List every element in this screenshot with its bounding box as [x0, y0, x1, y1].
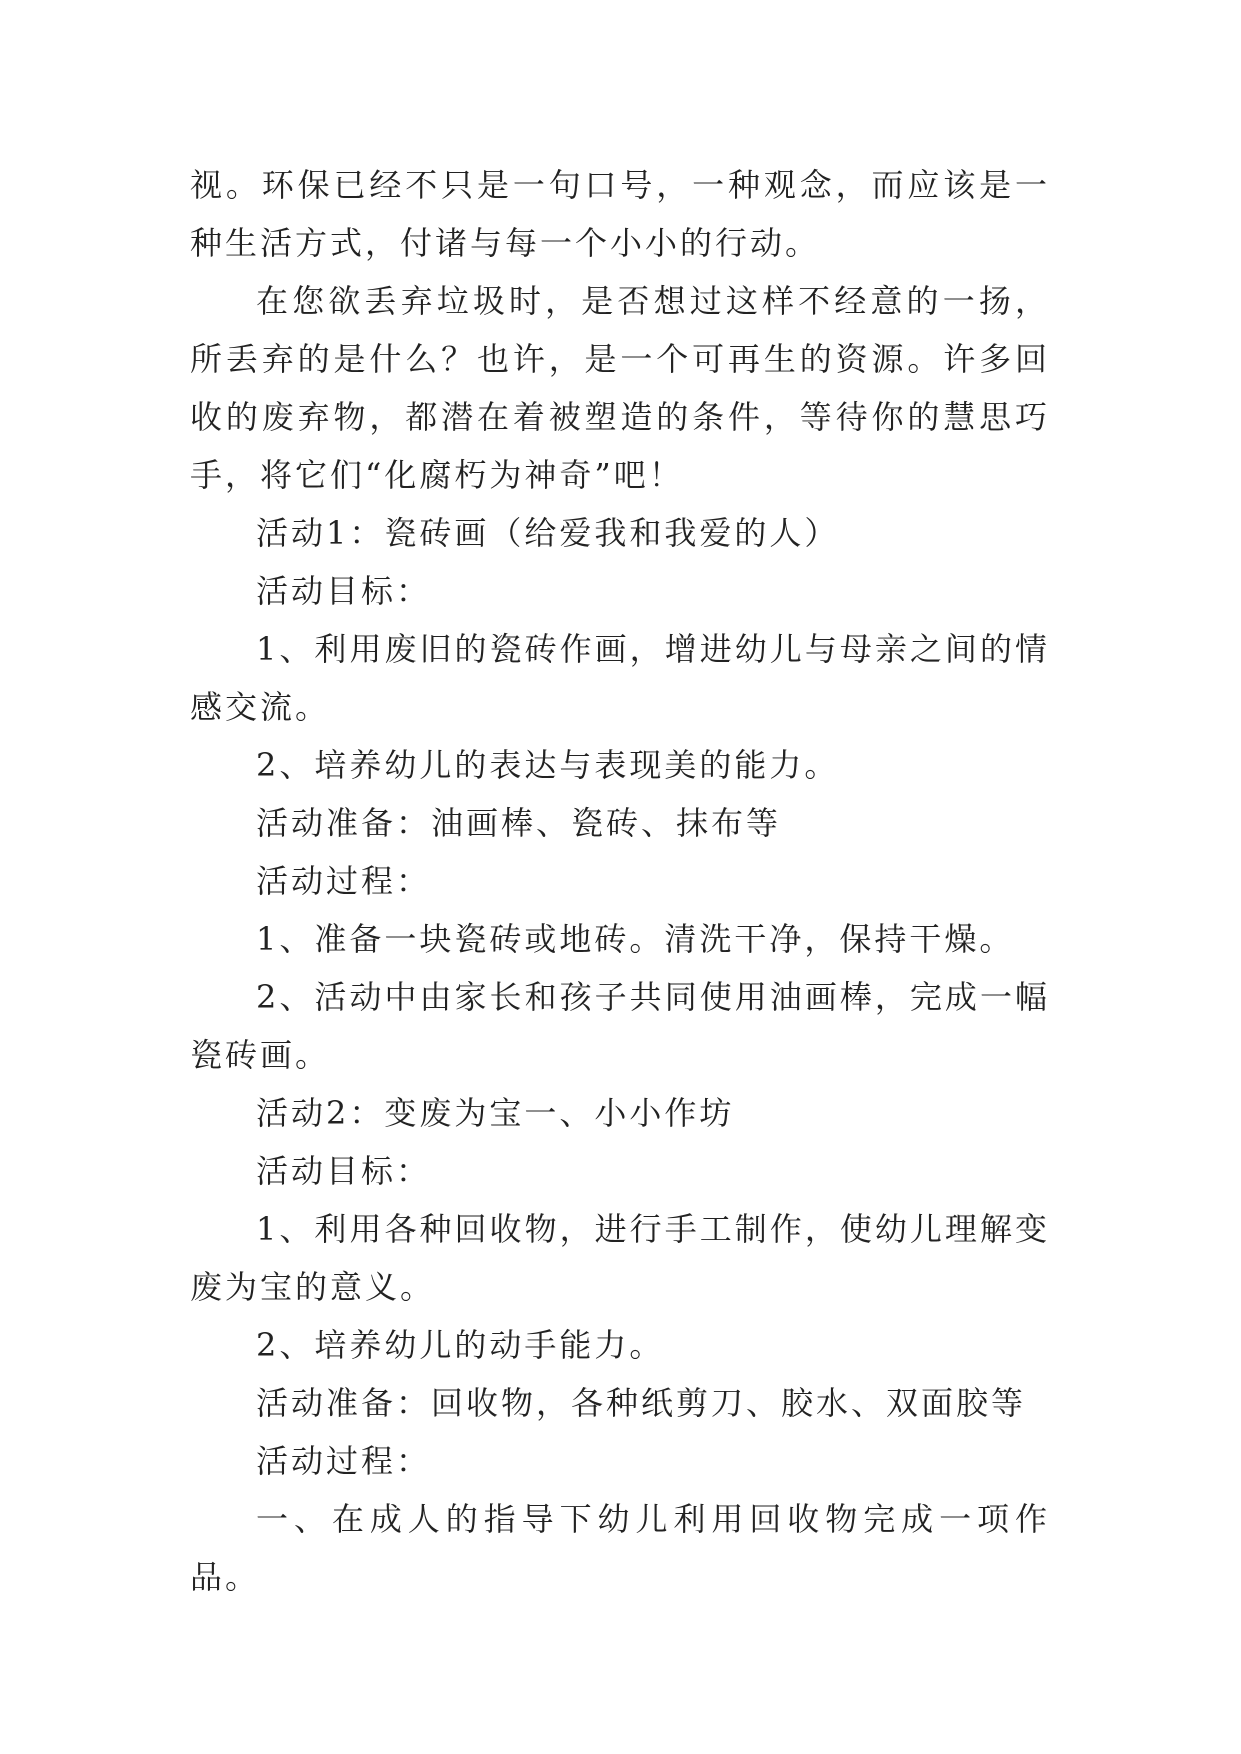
activity-2-process-label: 活动过程：: [256, 1442, 432, 1480]
activity-1-preparation: 活动准备：油画棒、瓷砖、抹布等: [256, 804, 782, 842]
activity-1-goal-1: 1、利用废旧的瓷砖作画，增进幼儿与母亲之间的情感交流。: [190, 630, 1050, 726]
activity-2-goals-label: 活动目标：: [256, 1152, 432, 1190]
activity-2-goal-2: 2、培养幼儿的动手能力。: [256, 1326, 665, 1364]
paragraph-2: 在您欲丢弃垃圾时，是否想过这样不经意的一扬，所丢弃的是什么？也许，是一个可再生的资源。许多回收的废弃物，都潜在着被塑造的条件，等待你的慧思巧手，将它们“化腐朽为神奇”吧！: [190, 282, 1050, 494]
activity-1-heading: 活动1：瓷砖画（给爱我和我爱的人）: [256, 514, 840, 552]
document-body: [190, 156, 1050, 1606]
activity-1-step-1: 1、准备一块瓷砖或地砖。清洗干净，保持干燥。: [256, 920, 1015, 958]
activity-2-preparation: 活动准备：回收物，各种纸剪刀、胶水、双面胶等: [256, 1384, 1027, 1422]
paragraph-1: 视。环保已经不只是一句口号，一种观念，而应该是一种生活方式，付诸与每一个小小的行动。: [190, 166, 1050, 262]
activity-1-goal-2: 2、培养幼儿的表达与表现美的能力。: [256, 746, 840, 784]
activity-2-heading: 活动2：变废为宝一、小小作坊: [256, 1094, 735, 1132]
activity-2-goal-1: 1、利用各种回收物，进行手工制作，使幼儿理解变废为宝的意义。: [190, 1210, 1050, 1306]
activity-2-step-1: 一、在成人的指导下幼儿利用回收物完成一项作品。: [190, 1500, 1050, 1596]
activity-1-process-label: 活动过程：: [256, 862, 432, 900]
activity-1-step-2: 2、活动中由家长和孩子共同使用油画棒，完成一幅瓷砖画。: [190, 978, 1050, 1074]
activity-1-goals-label: 活动目标：: [256, 572, 432, 610]
